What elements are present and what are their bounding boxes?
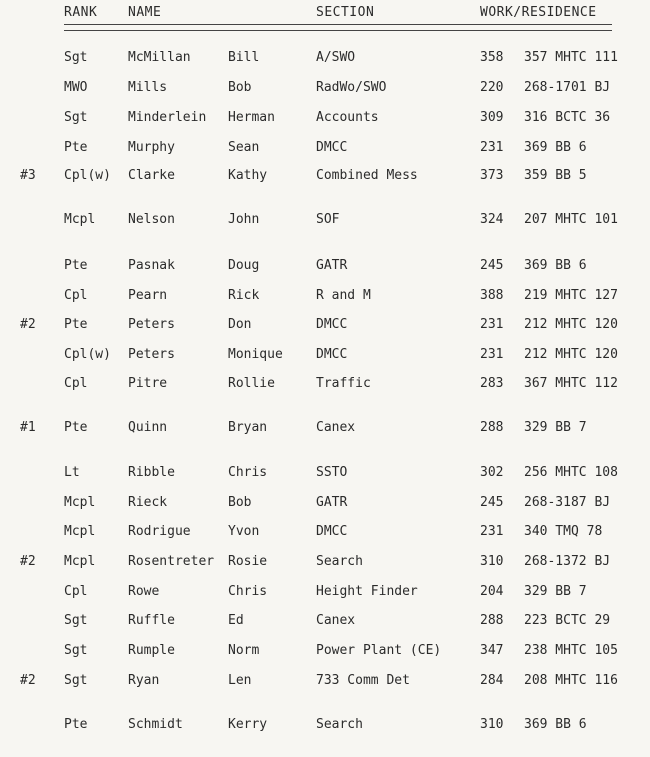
header-section: SECTION [316, 5, 375, 20]
row-residence: 212 MHTC 120 [524, 347, 618, 362]
row-first-name: Norm [228, 643, 260, 658]
row-residence: 238 MHTC 105 [524, 643, 618, 658]
row-residence: 329 BB 7 [524, 420, 587, 435]
row-rank: Sgt [64, 50, 88, 65]
row-residence: 367 MHTC 112 [524, 376, 618, 391]
row-first-name: Monique [228, 347, 283, 362]
row-work-phone: 245 [480, 258, 504, 273]
row-section: SOF [316, 212, 340, 227]
row-last-name: McMillan [128, 50, 191, 65]
row-rank: Mcpl [64, 524, 96, 539]
table-row [0, 80, 650, 98]
table-row [0, 212, 650, 230]
row-work-phone: 310 [480, 554, 504, 569]
row-residence: 268-1701 BJ [524, 80, 611, 95]
row-last-name: Rowe [128, 584, 160, 599]
row-first-name: Bob [228, 80, 252, 95]
row-first-name: Sean [228, 140, 260, 155]
table-row [0, 673, 650, 691]
row-last-name: Quinn [128, 420, 168, 435]
row-first-name: Herman [228, 110, 275, 125]
row-section: Traffic [316, 376, 371, 391]
row-rank: Pte [64, 140, 88, 155]
row-work-phone: 288 [480, 613, 504, 628]
row-rank: Pte [64, 717, 88, 732]
table-row [0, 717, 650, 735]
table-row [0, 317, 650, 335]
row-residence: 369 BB 6 [524, 258, 587, 273]
table-row [0, 524, 650, 542]
row-work-phone: 245 [480, 495, 504, 510]
row-work-phone: 302 [480, 465, 504, 480]
row-first-name: Chris [228, 584, 268, 599]
row-last-name: Ruffle [128, 613, 175, 628]
row-work-phone: 231 [480, 524, 504, 539]
row-section: DMCC [316, 347, 348, 362]
row-section: DMCC [316, 317, 348, 332]
table-row [0, 376, 650, 394]
row-section: Accounts [316, 110, 379, 125]
table-row [0, 554, 650, 572]
row-residence: 207 MHTC 101 [524, 212, 618, 227]
row-section: 733 Comm Det [316, 673, 410, 688]
row-section: SSTO [316, 465, 348, 480]
row-rank: Cpl [64, 584, 88, 599]
header-rank: RANK [64, 5, 98, 20]
row-first-name: Kerry [228, 717, 268, 732]
row-last-name: Rosentreter [128, 554, 215, 569]
table-row [0, 465, 650, 483]
row-work-phone: 231 [480, 317, 504, 332]
table-row [0, 347, 650, 365]
row-first-name: Bill [228, 50, 260, 65]
row-last-name: Ryan [128, 673, 160, 688]
row-section: DMCC [316, 140, 348, 155]
row-residence: 359 BB 5 [524, 168, 587, 183]
row-last-name: Peters [128, 317, 175, 332]
row-residence: 369 BB 6 [524, 140, 587, 155]
row-rank: Sgt [64, 613, 88, 628]
row-first-name: Kathy [228, 168, 268, 183]
row-rank: Cpl(w) [64, 168, 111, 183]
row-rank: Cpl(w) [64, 347, 111, 362]
row-work-phone: 231 [480, 140, 504, 155]
row-work-phone: 324 [480, 212, 504, 227]
row-work-phone: 204 [480, 584, 504, 599]
row-section: Height Finder [316, 584, 418, 599]
row-rank: Mcpl [64, 212, 96, 227]
row-residence: 219 MHTC 127 [524, 288, 618, 303]
row-residence: 212 MHTC 120 [524, 317, 618, 332]
row-rank: Pte [64, 420, 88, 435]
row-rank: Lt [64, 465, 80, 480]
row-last-name: Minderlein [128, 110, 207, 125]
row-work-phone: 310 [480, 717, 504, 732]
row-last-name: Nelson [128, 212, 175, 227]
row-section: GATR [316, 258, 348, 273]
row-section: Search [316, 554, 363, 569]
row-residence: 268-1372 BJ [524, 554, 611, 569]
table-row [0, 258, 650, 276]
table-row [0, 420, 650, 438]
row-section: Combined Mess [316, 168, 418, 183]
row-first-name: Rosie [228, 554, 268, 569]
row-rank: Sgt [64, 673, 88, 688]
row-last-name: Pitre [128, 376, 168, 391]
row-residence: 340 TMQ 78 [524, 524, 603, 539]
table-row [0, 643, 650, 661]
row-work-phone: 220 [480, 80, 504, 95]
row-residence: 208 MHTC 116 [524, 673, 618, 688]
row-first-name: Bob [228, 495, 252, 510]
row-first-name: Len [228, 673, 252, 688]
row-work-phone: 231 [480, 347, 504, 362]
table-row [0, 110, 650, 128]
row-work-phone: 388 [480, 288, 504, 303]
row-section: GATR [316, 495, 348, 510]
row-work-phone: 284 [480, 673, 504, 688]
row-residence: 256 MHTC 108 [524, 465, 618, 480]
row-rank: Pte [64, 317, 88, 332]
header-name: NAME [128, 5, 162, 20]
row-work-phone: 347 [480, 643, 504, 658]
row-first-name: Don [228, 317, 252, 332]
header-double-rule [64, 24, 612, 31]
table-row [0, 613, 650, 631]
row-last-name: Pearn [128, 288, 168, 303]
row-work-phone: 373 [480, 168, 504, 183]
row-section: R and M [316, 288, 371, 303]
row-last-name: Mills [128, 80, 168, 95]
row-last-name: Schmidt [128, 717, 183, 732]
row-first-name: John [228, 212, 260, 227]
row-section: Power Plant (CE) [316, 643, 442, 658]
table-row [0, 288, 650, 306]
row-last-name: Ribble [128, 465, 175, 480]
table-row [0, 50, 650, 68]
row-work-phone: 288 [480, 420, 504, 435]
row-work-phone: 309 [480, 110, 504, 125]
row-residence: 223 BCTC 29 [524, 613, 611, 628]
row-marker: #1 [20, 420, 36, 435]
header-work-residence: WORK/RESIDENCE [480, 5, 597, 20]
table-row [0, 140, 650, 158]
row-section: RadWo/SWO [316, 80, 387, 95]
row-work-phone: 283 [480, 376, 504, 391]
row-marker: #2 [20, 673, 36, 688]
table-row [0, 168, 650, 186]
row-residence: 316 BCTC 36 [524, 110, 611, 125]
row-section: Search [316, 717, 363, 732]
row-residence: 369 BB 6 [524, 717, 587, 732]
row-residence: 357 MHTC 111 [524, 50, 618, 65]
row-rank: Cpl [64, 376, 88, 391]
row-rank: Sgt [64, 110, 88, 125]
table-row [0, 495, 650, 513]
row-first-name: Bryan [228, 420, 268, 435]
row-first-name: Rick [228, 288, 260, 303]
row-last-name: Rieck [128, 495, 168, 510]
row-rank: Pte [64, 258, 88, 273]
row-last-name: Rodrigue [128, 524, 191, 539]
row-work-phone: 358 [480, 50, 504, 65]
row-rank: Mcpl [64, 495, 96, 510]
row-first-name: Rollie [228, 376, 275, 391]
row-first-name: Chris [228, 465, 268, 480]
row-section: Canex [316, 613, 356, 628]
row-section: Canex [316, 420, 356, 435]
row-rank: Sgt [64, 643, 88, 658]
row-last-name: Clarke [128, 168, 175, 183]
row-last-name: Pasnak [128, 258, 175, 273]
row-first-name: Yvon [228, 524, 260, 539]
row-marker: #3 [20, 168, 36, 183]
table-row [0, 584, 650, 602]
row-first-name: Ed [228, 613, 244, 628]
row-rank: Cpl [64, 288, 88, 303]
row-rank: MWO [64, 80, 88, 95]
row-last-name: Rumple [128, 643, 175, 658]
row-last-name: Peters [128, 347, 175, 362]
row-residence: 268-3187 BJ [524, 495, 611, 510]
row-last-name: Murphy [128, 140, 175, 155]
row-section: A/SWO [316, 50, 356, 65]
row-marker: #2 [20, 554, 36, 569]
row-first-name: Doug [228, 258, 260, 273]
row-residence: 329 BB 7 [524, 584, 587, 599]
row-rank: Mcpl [64, 554, 96, 569]
row-section: DMCC [316, 524, 348, 539]
row-marker: #2 [20, 317, 36, 332]
